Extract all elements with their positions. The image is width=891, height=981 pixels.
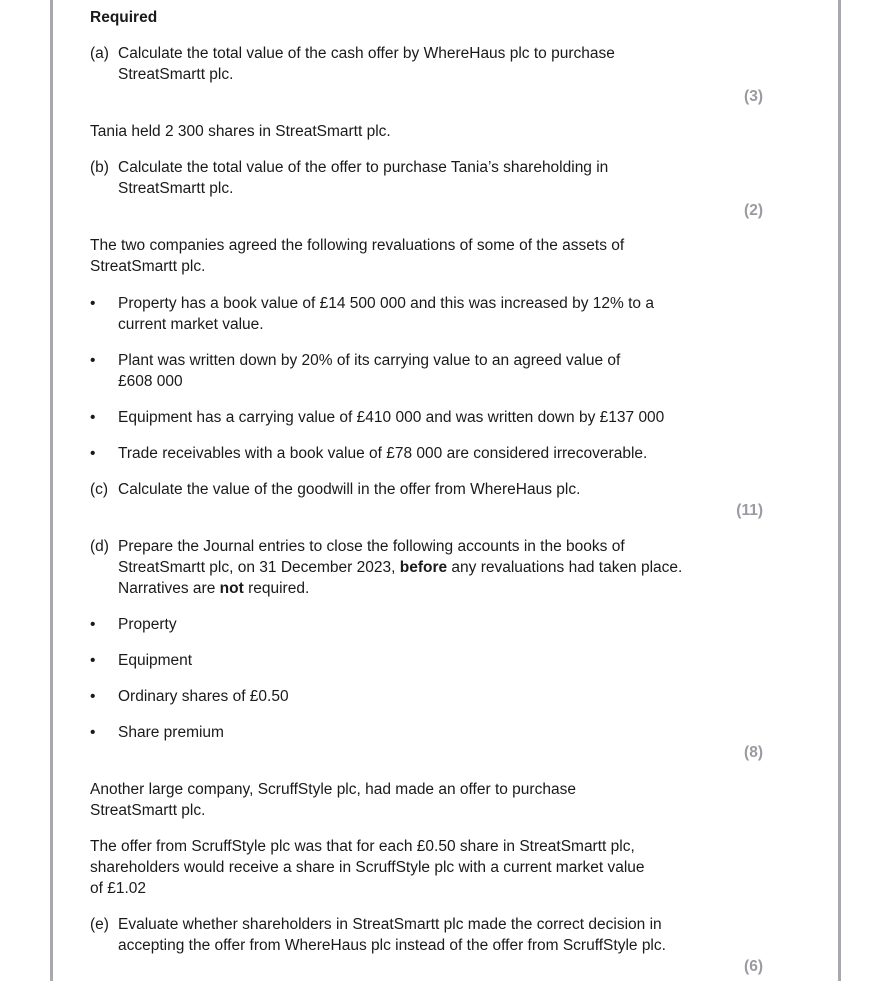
bullet-text: Share premium: [118, 724, 224, 741]
marks: (8): [744, 744, 763, 761]
question-line: [118, 557, 682, 578]
question-line: Calculate the value of the goodwill in the offer from WhereHaus plc.: [118, 481, 581, 498]
paragraph: The two companies agreed the following revaluations of some of the assets of: [90, 237, 625, 254]
question-label: (b): [90, 159, 109, 176]
bullet-icon: •: [90, 724, 96, 741]
bullet-item: [90, 293, 654, 335]
question-a: [90, 43, 615, 85]
paragraph: Another large company, ScruffStyle plc, had made an offer to purchase: [90, 781, 576, 798]
question-line: Prepare the Journal entries to close the following accounts in the books of: [118, 538, 625, 555]
bullet-text: Plant was written down by 20% of its carrying value to an agreed value of: [118, 352, 621, 369]
paragraph: shareholders would receive a share in ScruffStyle plc with a current market value: [90, 859, 645, 876]
question-e: [90, 914, 666, 956]
paragraph: Tania held 2 300 shares in StreatSmartt plc.: [90, 123, 391, 140]
bullet-item: [90, 407, 664, 428]
question-label: (e): [90, 916, 109, 933]
required-heading: Required: [90, 9, 158, 26]
marks: (11): [736, 502, 763, 519]
paragraph: StreatSmartt plc.: [90, 258, 206, 275]
bullet-item: [90, 443, 647, 464]
marks: (2): [744, 202, 763, 219]
page-right-border: [838, 0, 841, 981]
bullet-icon: •: [90, 295, 96, 312]
bullet-item: [90, 722, 224, 743]
bullet-text: current market value.: [118, 316, 264, 333]
page-left-border: [50, 0, 53, 981]
question-b: [90, 157, 608, 199]
bullet-icon: •: [90, 652, 96, 669]
text: StreatSmartt plc, on 31 December 2023,: [118, 559, 400, 576]
bullet-icon: •: [90, 352, 96, 369]
bullet-text: Property has a book value of £14 500 000 and this was increased by 12% to a: [118, 295, 654, 312]
question-label: (a): [90, 45, 109, 62]
bullet-text: Equipment has a carrying value of £410 000 and was written down by £137 000: [118, 409, 665, 426]
emphasis: before: [399, 559, 448, 576]
bullet-item: [90, 350, 620, 392]
paragraph: The offer from ScruffStyle plc was that for each £0.50 share in StreatSmartt plc,: [90, 838, 635, 855]
question-c: [90, 479, 580, 500]
question-label: (d): [90, 538, 109, 555]
question-line: [118, 578, 682, 599]
text: Narratives are: [118, 580, 220, 597]
marks: (6): [744, 958, 763, 975]
bullet-icon: •: [90, 688, 96, 705]
bullet-text: Property: [118, 616, 177, 633]
marks: (3): [744, 88, 763, 105]
bullet-item: [90, 686, 289, 707]
question-d: [90, 536, 682, 599]
text: required.: [243, 580, 310, 597]
bullet-icon: •: [90, 445, 96, 462]
bullet-icon: •: [90, 409, 96, 426]
bullet-text: Ordinary shares of £0.50: [118, 688, 289, 705]
bullet-item: [90, 614, 177, 635]
question-line: StreatSmartt plc.: [118, 66, 234, 83]
question-line: Calculate the total value of the cash offer by WhereHaus plc to purchase: [118, 45, 615, 62]
question-label: (c): [90, 481, 109, 498]
question-line: StreatSmartt plc.: [118, 180, 234, 197]
question-line: Evaluate whether shareholders in StreatSmartt plc made the correct decision in: [118, 916, 662, 933]
bullet-text: £608 000: [118, 373, 183, 390]
text: any revaluations had taken place.: [447, 559, 683, 576]
bullet-text: Trade receivables with a book value of £78 000 are considered irrecoverable.: [118, 445, 648, 462]
emphasis: not: [219, 580, 244, 597]
paragraph: of £1.02: [90, 880, 147, 897]
paragraph: StreatSmartt plc.: [90, 802, 206, 819]
question-line: accepting the offer from WhereHaus plc instead of the offer from ScruffStyle plc.: [118, 937, 666, 954]
bullet-icon: •: [90, 616, 96, 633]
bullet-item: [90, 650, 192, 671]
question-line: Calculate the total value of the offer to purchase Tania’s shareholding in: [118, 159, 609, 176]
bullet-text: Equipment: [118, 652, 193, 669]
